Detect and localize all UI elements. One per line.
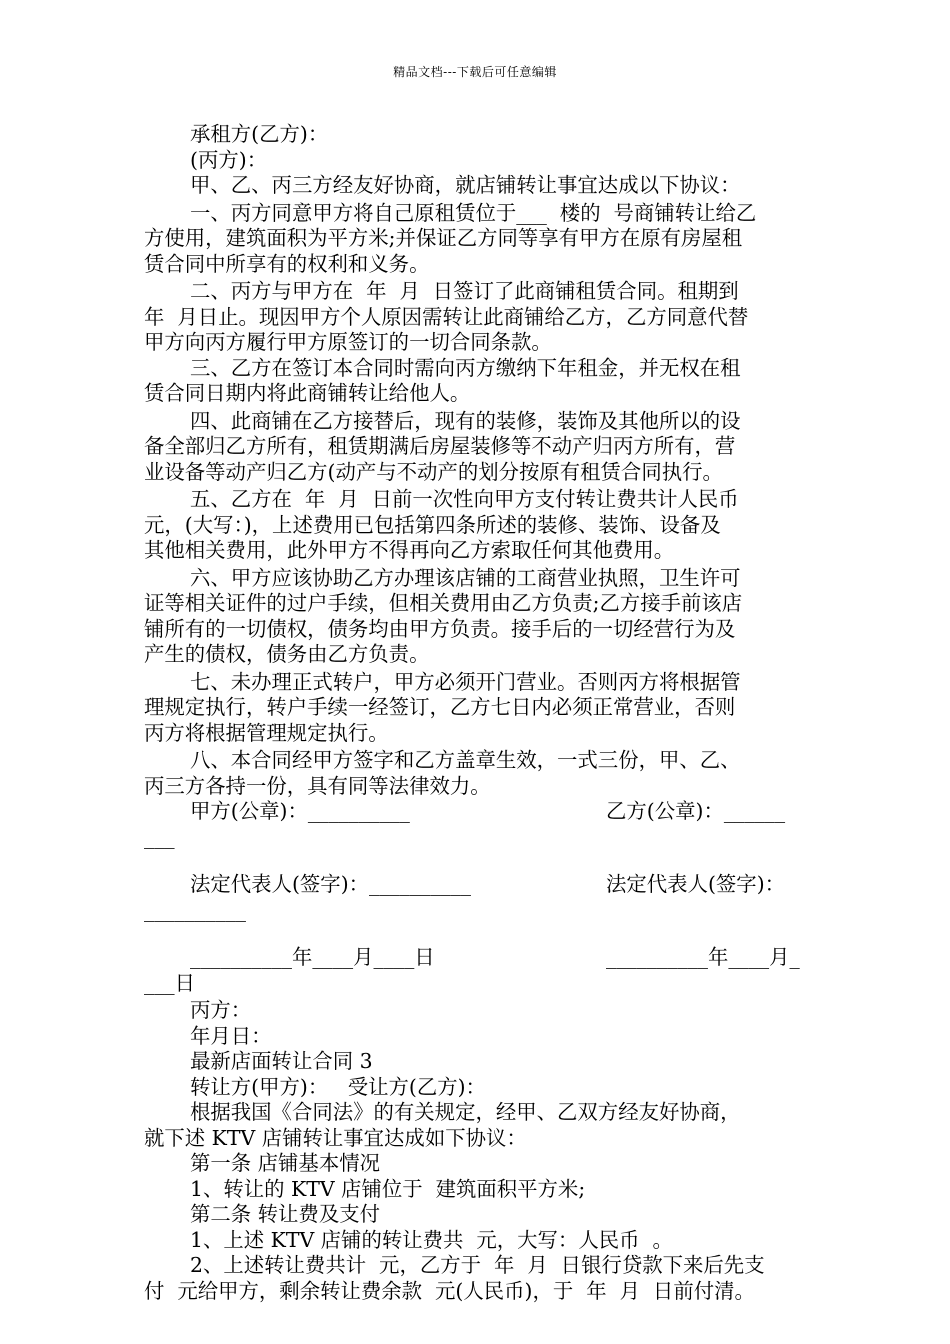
- party-b-representative-field: 法定代表人(签字)：: [606, 872, 786, 896]
- clause-1-line-3: 赁合同中所享有的权利和义务。: [144, 251, 430, 276]
- article-2-item-2-line-1: 2、上述转让费共计 元，乙方于 年 月 日银行贷款下来后先支: [190, 1253, 765, 1277]
- party-b-representative-underline: __________: [144, 897, 246, 922]
- clause-3-line-1: 三、乙方在签订本合同时需向丙方缴纳下年租金，并无权在租: [190, 355, 741, 380]
- clause-8-line-1: 八、本合同经甲方签字和乙方盖章生效，一式三份，甲、乙、: [190, 748, 741, 772]
- signature-row-representative: [144, 872, 808, 898]
- party-b-seal-underline-cont: ___: [144, 824, 175, 849]
- clause-6-line-4: 产生的债权，债务由乙方负责。: [144, 642, 430, 666]
- document-body: [144, 122, 808, 1304]
- third-party-line: (丙方)：: [190, 147, 268, 172]
- clause-4-line-2: 备全部归乙方所有，租赁期满后房屋装修等不动产归丙方所有，营: [144, 434, 736, 458]
- preamble-line-1: 根据我国《合同法》的有关规定，经甲、乙双方经友好协商，: [190, 1100, 741, 1124]
- clause-2-line-3: 甲方向丙方履行甲方原签订的一切合同条款。: [144, 330, 552, 354]
- clause-8-line-2: 丙三方各持一份，具有同等法律效力。: [144, 773, 491, 798]
- third-party-sign-line: 丙方：: [190, 998, 252, 1022]
- lessee-party-line: 承租方(乙方)：: [190, 122, 329, 146]
- signature-row-seal: [144, 799, 808, 825]
- page-header: 精品文档---下载后可任意编辑: [393, 65, 557, 79]
- clause-5-line-2: 元，(大写：)，上述费用已包括第四条所述的装修、装饰、设备及: [144, 512, 721, 537]
- transfer-parties-line: 转让方(甲方)： 受让方(乙方)：: [190, 1074, 486, 1099]
- agreement-intro: 甲、乙、丙三方经友好协商，就店铺转让事宜达成以下协议：: [190, 173, 741, 197]
- spacer: [144, 923, 808, 945]
- clause-7-line-1: 七、未办理正式转户，甲方必须开门营业。否则丙方将根据管: [190, 669, 741, 694]
- spacer: [144, 850, 808, 872]
- clause-3-line-2: 赁合同日期内将此商铺转让给他人。: [144, 381, 471, 405]
- party-a-seal-field: 甲方(公章)：__________: [190, 799, 410, 823]
- clause-5-line-1: 五、乙方在 年 月 日前一次性向甲方支付转让费共计人民币: [190, 487, 739, 511]
- clause-4-line-3: 业设备等动产归乙方(动产与不动产的划分按原有租赁合同执行。: [144, 459, 723, 484]
- article-2-heading: 第二条 转让费及支付: [190, 1202, 380, 1226]
- clause-2-line-2: 年 月日止。现因甲方个人原因需转让此商铺给乙方，乙方同意代替: [144, 304, 749, 329]
- clause-1-line-2: 方使用，建筑面积为平方米;并保证乙方同等享有甲方在原有房屋租: [144, 226, 743, 250]
- clause-7-line-3: 丙方将根据管理规定执行。: [144, 720, 389, 745]
- date-line: 年月日：: [190, 1023, 272, 1048]
- clause-6-line-2: 证等相关证件的过户手续，但相关费用由乙方负责;乙方接手前该店: [144, 591, 743, 615]
- clause-5-line-3: 其他相关费用，此外甲方不得再向乙方索取任何其他费用。: [144, 538, 675, 562]
- article-1-item-1: 1、转让的 KTV 店铺位于 建筑面积平方米;: [190, 1176, 586, 1201]
- party-b-date-cont: ___日: [144, 970, 195, 995]
- preamble-line-2: 就下述 KTV 店铺转让事宜达成如下协议：: [144, 1125, 527, 1150]
- clause-7-line-2: 理规定执行，转户手续一经签订，乙方七日内必须正常营业，否则: [144, 695, 736, 719]
- article-2-item-1: 1、上述 KTV 店铺的转让费共 元，大写：人民币 。: [190, 1227, 673, 1252]
- party-a-date-field: __________年____月____日: [190, 945, 435, 969]
- clause-2-line-1: 二、丙方与甲方在 年 月 日签订了此商铺租赁合同。租期到: [190, 279, 739, 303]
- clause-1-line-1: 一、丙方同意甲方将自己原租赁位于___ 楼的 号商铺转让给乙: [190, 200, 757, 225]
- party-b-seal-field: 乙方(公章)：______: [606, 799, 786, 823]
- article-2-item-2-line-2: 付 元给甲方，剩余转让费余款 元(人民币)，于 年 月 日前付清。: [144, 1278, 755, 1303]
- signature-row-date: [144, 945, 808, 971]
- party-b-date-field: __________年____月_: [606, 945, 800, 969]
- clause-4-line-1: 四、此商铺在乙方接替后，现有的装修，装饰及其他所以的设: [190, 408, 741, 433]
- contract-3-title: 最新店面转让合同 3: [190, 1049, 373, 1073]
- clause-6-line-1: 六、甲方应该协助乙方办理该店铺的工商营业执照，卫生许可: [190, 565, 741, 590]
- party-a-representative-field: 法定代表人(签字)：__________: [190, 872, 471, 896]
- article-1-heading: 第一条 店铺基本情况: [190, 1151, 380, 1175]
- clause-6-line-3: 铺所有的一切债权，债务均由甲方负责。接手后的一切经营行为及: [144, 616, 736, 641]
